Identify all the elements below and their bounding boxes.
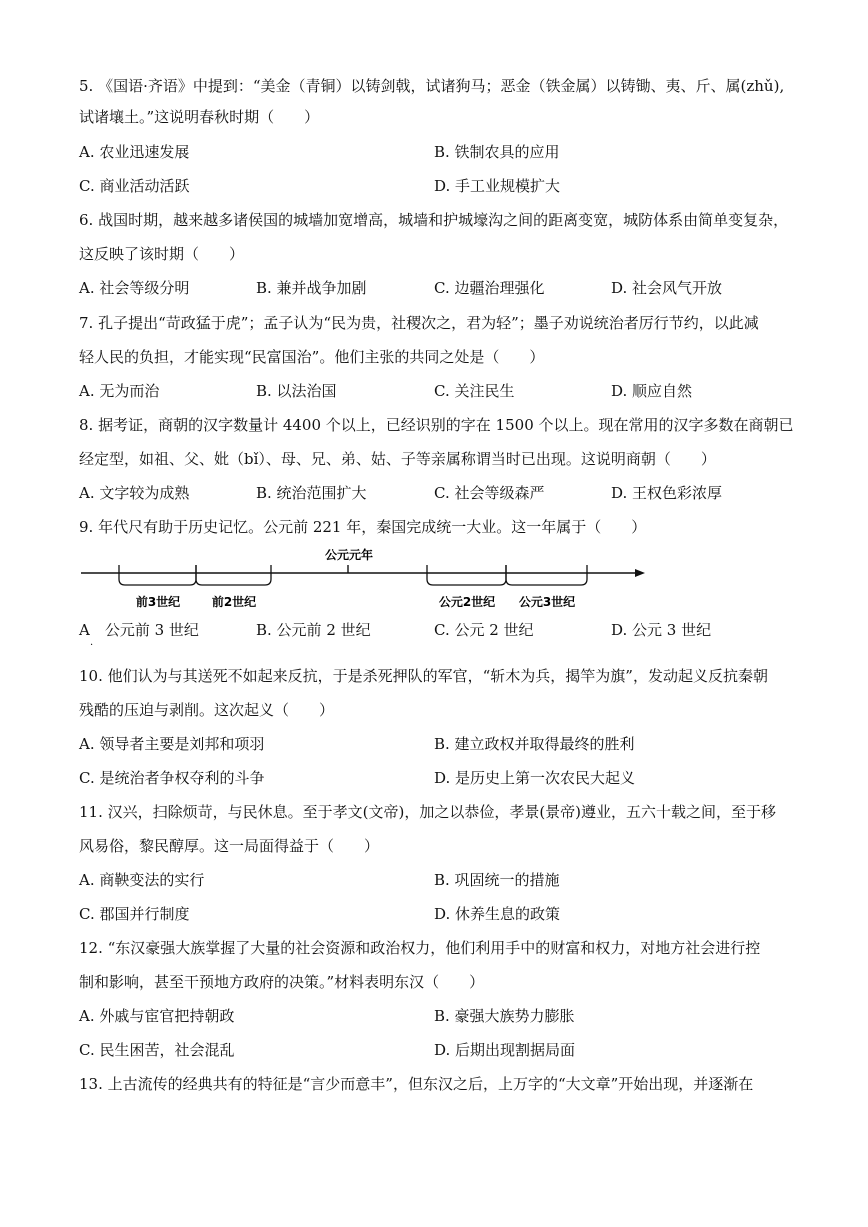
q10-stem-line-2: 残酷的压迫与剥削。这次起义（ ） (79, 701, 335, 719)
timeline-figure (79, 548, 649, 614)
q8-stem-line-2: 经定型，如祖、父、妣（bǐ）、母、兄、弟、姑、子等亲属称谓当时已出现。这说明商朝（ ） (79, 450, 716, 468)
q12-stem-line-1: 12. “东汉豪强大族掌握了大量的社会资源和政治权力，他们利用手中的财富和权力，对地方社会进行控 (79, 939, 761, 957)
timeline-label-ad3: 公元3世纪 (518, 595, 576, 609)
q6-option-a: A. 社会等级分明 (79, 279, 190, 297)
q11-option-c: C. 郡国并行制度 (79, 905, 190, 923)
q9-option-a: A 公元前 3 世纪 (79, 621, 199, 639)
q5-option-d: D. 手工业规模扩大 (434, 177, 561, 195)
q8-option-c: C. 社会等级森严 (434, 484, 545, 502)
stray-mark: · (90, 640, 94, 651)
q13-stem-line-1: 13. 上古流传的经典共有的特征是“言少而意丰”，但东汉之后，上万字的“大文章”开始出现，并逐渐在 (79, 1075, 754, 1093)
q12-option-a: A. 外戚与宦官把持朝政 (79, 1007, 235, 1025)
q7-option-a: A. 无为而治 (79, 382, 160, 400)
timeline-bracket-bc2 (196, 565, 271, 585)
q11-option-b: B. 巩固统一的措施 (434, 871, 560, 889)
q10-option-b: B. 建立政权并取得最终的胜利 (434, 735, 635, 753)
timeline-label-bc2: 前2世纪 (211, 595, 257, 609)
timeline-arrow (635, 569, 645, 577)
q5-stem-line-1: 5. 《国语·齐语》中提到：“美金（青铜）以铸剑戟，试诸狗马；恶金（铁金属）以铸锄、夷、斤、属(zhǔ), (79, 77, 785, 95)
timeline-label-bc3: 前3世纪 (135, 595, 181, 609)
q8-option-b: B. 统治范围扩大 (256, 484, 367, 502)
q6-stem-line-1: 6. 战国时期，越来越多诸侯国的城墙加宽增高，城墙和护城壕沟之间的距离变宽，城防体系由简单变复杂， (79, 211, 789, 229)
q6-option-b: B. 兼并战争加剧 (256, 279, 367, 297)
q6-option-d: D. 社会风气开放 (611, 279, 723, 297)
timeline-svg (79, 548, 649, 614)
q8-option-a: A. 文字较为成熟 (79, 484, 190, 502)
q8-stem-line-1: 8. 据考证，商朝的汉字数量计 4400 个以上，已经识别的字在 1500 个以上。现在常用的汉字多数在商朝已 (79, 416, 794, 434)
q9-option-c: C. 公元 2 世纪 (434, 621, 534, 639)
q9-stem: 9. 年代尺有助于历史记忆。公元前 221 年，秦国完成统一大业。这一年属于（ ） (79, 518, 647, 536)
q6-stem-line-2: 这反映了该时期（ ） (79, 245, 245, 263)
q5-option-c: C. 商业活动活跃 (79, 177, 190, 195)
q12-option-b: B. 豪强大族势力膨胀 (434, 1007, 575, 1025)
timeline-center-label: 公元元年 (324, 548, 374, 562)
q6-option-c: C. 边疆治理强化 (434, 279, 545, 297)
q11-option-d: D. 休养生息的政策 (434, 905, 561, 923)
q10-option-c: C. 是统治者争权夺利的斗争 (79, 769, 265, 787)
timeline-bracket-ad2 (427, 565, 506, 585)
q5-stem-line-2: 试诸壤土。”这说明春秋时期（ ） (79, 108, 320, 126)
q11-stem-line-2: 风易俗，黎民醇厚。这一局面得益于（ ） (79, 837, 380, 855)
timeline-bracket-ad3 (506, 565, 587, 585)
q7-option-c: C. 关注民生 (434, 382, 515, 400)
q12-option-c: C. 民生困苦，社会混乱 (79, 1041, 235, 1059)
q12-stem-line-2: 制和影响，甚至干预地方政府的决策。”材料表明东汉（ ） (79, 973, 485, 991)
q10-option-a: A. 领导者主要是刘邦和项羽 (79, 735, 265, 753)
q5-option-a: A. 农业迅速发展 (79, 143, 190, 161)
q7-stem-line-2: 轻人民的负担，才能实现“民富国治”。他们主张的共同之处是（ ） (79, 348, 545, 366)
timeline-bracket-bc3 (119, 565, 196, 585)
q9-option-b: B. 公元前 2 世纪 (256, 621, 371, 639)
q10-stem-line-1: 10. 他们认为与其送死不如起来反抗，于是杀死押队的军官，“斩木为兵，揭竿为旗”，发动起义反抗秦朝 (79, 667, 768, 685)
q11-option-a: A. 商鞅变法的实行 (79, 871, 205, 889)
q5-option-b: B. 铁制农具的应用 (434, 143, 560, 161)
q7-option-b: B. 以法治国 (256, 382, 337, 400)
q7-option-d: D. 顺应自然 (611, 382, 693, 400)
q7-stem-line-1: 7. 孔子提出“苛政猛于虎”；孟子认为“民为贵，社稷次之，君为轻”；墨子劝说统治者厉行节约，以此减 (79, 314, 759, 332)
q10-option-d: D. 是历史上第一次农民大起义 (434, 769, 636, 787)
q11-stem-line-1: 11. 汉兴，扫除烦苛，与民休息。至于孝文(文帝)，加之以恭俭，孝景(景帝)遵业，五六十载之间，至于移 (79, 803, 777, 821)
q9-option-d: D. 公元 3 世纪 (611, 621, 712, 639)
q12-option-d: D. 后期出现割据局面 (434, 1041, 576, 1059)
timeline-label-ad2: 公元2世纪 (438, 595, 496, 609)
q8-option-d: D. 王权色彩浓厚 (611, 484, 723, 502)
